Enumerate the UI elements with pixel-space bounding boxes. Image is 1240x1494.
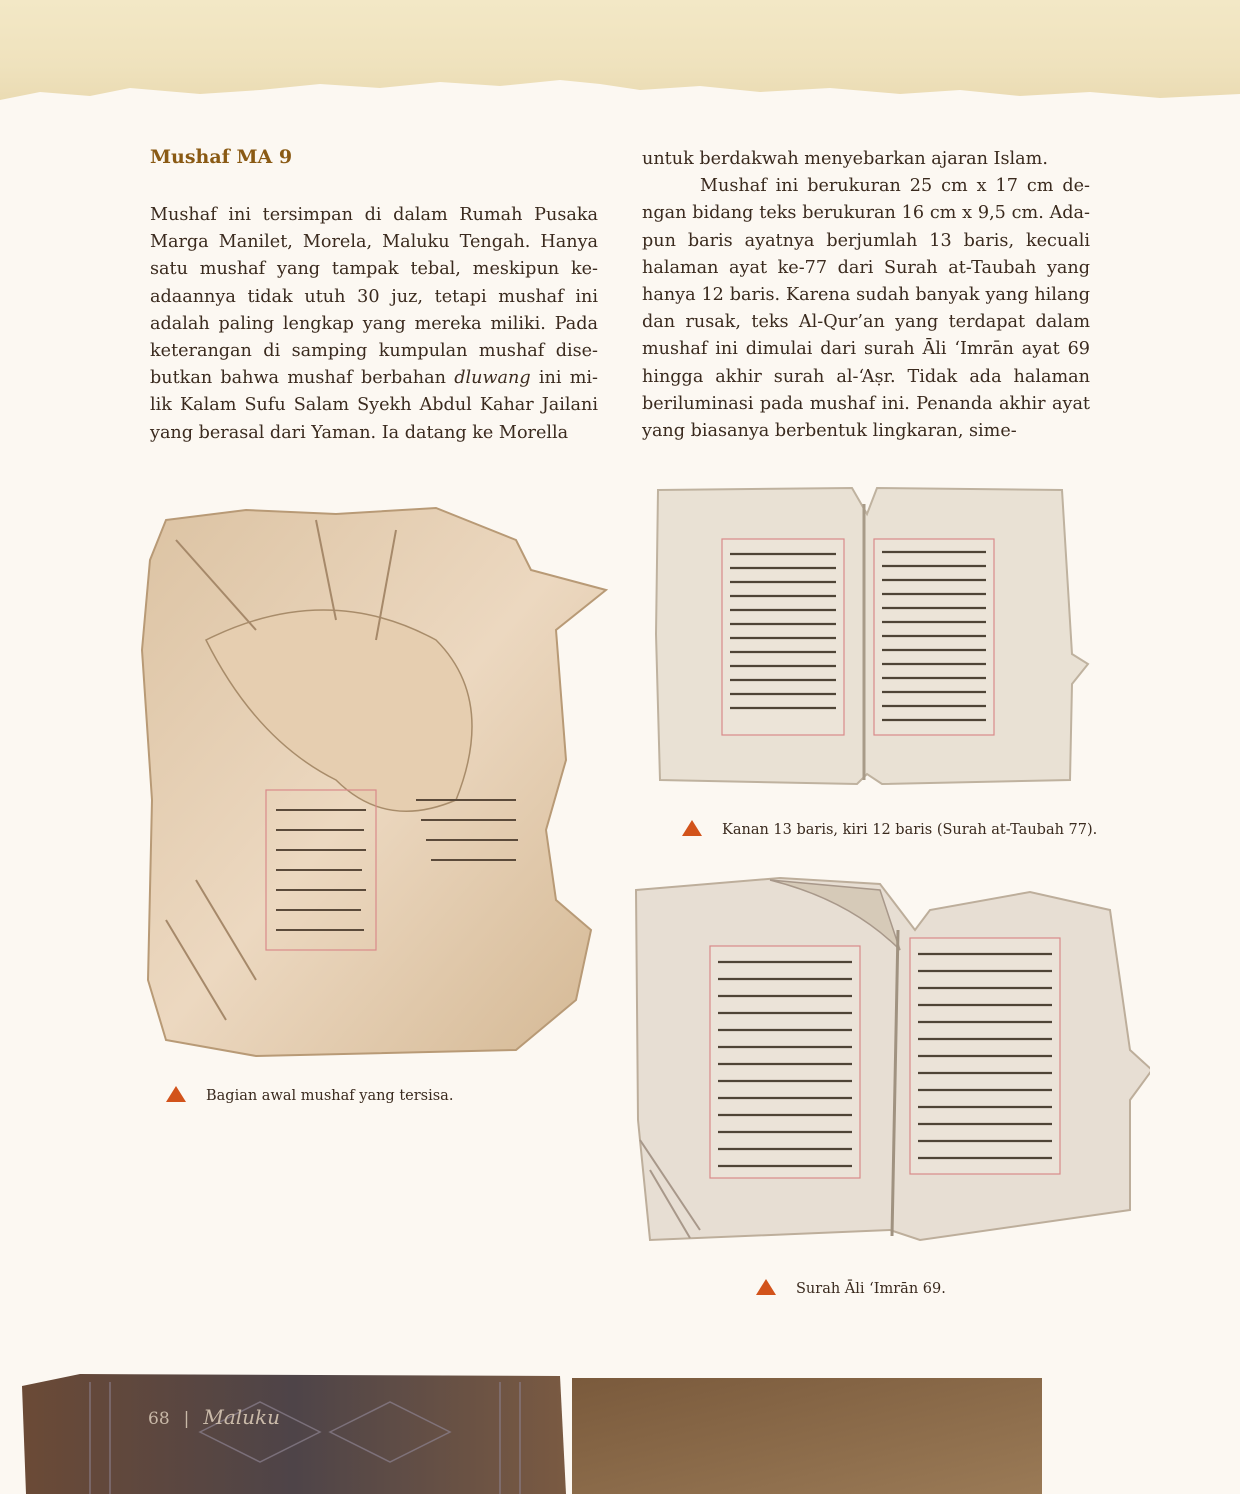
torn-edge: [0, 70, 1240, 110]
page-number: 68: [148, 1409, 170, 1429]
page-footer: [148, 1405, 280, 1429]
section-heading: Mushaf MA 9: [150, 146, 293, 168]
torn-paper-header: [0, 0, 1240, 110]
caption-taubah: [682, 820, 1097, 838]
footer-separator: |: [183, 1409, 190, 1429]
open-mushaf-ali-imran-photo: [630, 870, 1150, 1246]
damaged-manuscript-photo: [136, 500, 611, 1060]
right-column-text: [642, 146, 1090, 445]
caption-text: Kanan 13 baris, kiri 12 baris (Surah at-Taubah 77).: [722, 822, 1098, 838]
caption-text: Bagian awal mushaf yang tersisa.: [206, 1088, 454, 1104]
paragraph: untuk berdakwah menyebarkan ajaran Islam.: [642, 149, 1048, 169]
bottom-photo-strip: [0, 1372, 1240, 1494]
left-column-text: [150, 202, 598, 447]
paragraph: [150, 202, 598, 447]
caption-first-part: [166, 1086, 453, 1104]
open-mushaf-taubah-photo: [652, 484, 1090, 790]
text-span: ini mi-lik Kalam Sufu Salam Syekh Abdul Kahar Jailani yang berasal dari Yaman. Ia datang ke Morella: [150, 368, 598, 443]
italic-term: dluwang: [454, 368, 531, 389]
caption-marker-icon: [682, 820, 702, 836]
caption-text: Surah Āli ‘Imrān 69.: [796, 1281, 946, 1297]
caption-marker-icon: [166, 1086, 186, 1102]
caption-marker-icon: [756, 1279, 776, 1295]
running-title: Maluku: [203, 1405, 281, 1429]
text-span: Mushaf ini tersimpan di dalam Rumah Pusaka Marga Manilet, Morela, Maluku Tengah. Hanya satu mushaf yang tampak tebal, meskipun ke-adaannya tidak utuh 30 juz, tetapi mushaf ini adalah paling lengkap yang mereka miliki. Pada keterangan di samping kumpulan mushaf dise-butkan bahwa mushaf berbahan: [150, 205, 598, 389]
caption-ali-imran: [756, 1279, 946, 1297]
paragraph: Mushaf ini berukuran 25 cm x 17 cm de-ngan bidang teks berukuran 16 cm x 9,5 cm. Ada-pun baris ayatnya berjumlah 13 baris, kecuali halaman ayat ke-77 dari Surah at-Taubah yang hanya 12 baris. Karena sudah banyak yang hilang dan rusak, teks Al-Qur’an yang terdapat dalam mushaf ini dimulai dari surah Āli ‘Imrān ayat 69 hingga akhir surah al-‘Aṣr. Tidak ada halaman beriluminasi pada mushaf ini. Penanda akhir ayat yang biasanya berbentuk lingkaran, sime-: [642, 176, 1090, 442]
